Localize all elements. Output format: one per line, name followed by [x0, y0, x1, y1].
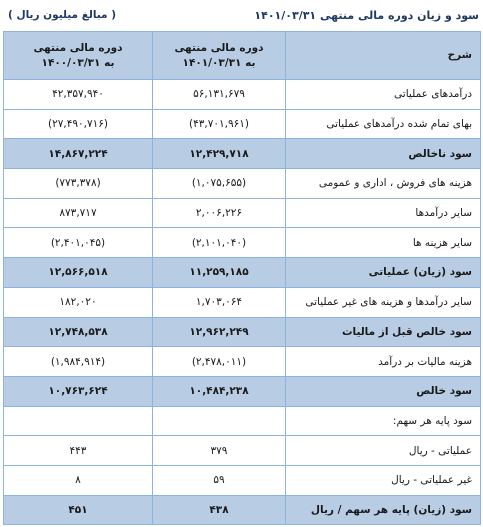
row-label: درآمدهای عملیاتی [286, 80, 481, 110]
row-value-previous: ۴۵۱ [4, 495, 153, 525]
page-title: سود و زیان دوره مالی منتهی ۱۴۰۱/۰۳/۳۱ [254, 9, 479, 22]
row-label: هزینه مالیات بر درآمد [286, 347, 481, 377]
table-row [4, 406, 481, 436]
row-label: سود (زیان) عملیاتی [286, 258, 481, 288]
row-value-current: ۱۱,۲۵۹,۱۸۵ [153, 258, 286, 288]
row-label: غیر عملیاتی - ریال [286, 465, 481, 495]
row-value-previous: ۴۴۳ [4, 436, 153, 466]
row-value-previous: ۸۷۳,۷۱۷ [4, 198, 153, 228]
row-value-previous: ۱۲,۵۶۶,۵۱۸ [4, 258, 153, 288]
table-row [4, 465, 481, 495]
table-row [4, 287, 481, 317]
column-header-current-line2: به ۱۴۰۱/۰۳/۳۱ [182, 56, 256, 69]
row-label: بهای تمام شده درآمدهای عملیاتی [286, 109, 481, 139]
table-row-subtotal [4, 139, 481, 169]
row-label: هزینه های فروش ، اداری و عمومی [286, 169, 481, 199]
column-header-current [153, 32, 286, 80]
row-value-previous [4, 406, 153, 436]
row-label: سود خالص قبل از مالیات [286, 317, 481, 347]
row-value-current: ۱۰,۴۸۴,۲۳۸ [153, 376, 286, 406]
title-bar [0, 0, 483, 32]
row-value-previous: ۱۸۲,۰۲۰ [4, 287, 153, 317]
row-label: سایر درآمدها [286, 198, 481, 228]
table-row [4, 169, 481, 199]
row-value-current: (۲,۱۰۱,۰۴۰) [153, 228, 286, 258]
row-value-current: (۲,۴۷۸,۰۱۱) [153, 347, 286, 377]
row-value-previous: ۸ [4, 465, 153, 495]
table-header-row [4, 32, 481, 80]
column-header-current-line1: دوره مالی منتهی [174, 41, 264, 54]
row-value-previous: ۴۲,۳۵۷,۹۴۰ [4, 80, 153, 110]
row-value-previous: ۱۲,۷۴۸,۵۳۸ [4, 317, 153, 347]
row-label: سایر درآمدها و هزینه های غیر عملیاتی [286, 287, 481, 317]
row-label: سود خالص [286, 376, 481, 406]
row-value-previous: (۲,۴۰۱,۰۴۵) [4, 228, 153, 258]
row-value-previous: (۲۷,۴۹۰,۷۱۶) [4, 109, 153, 139]
row-label: عملیاتی - ریال [286, 436, 481, 466]
row-value-previous: ۱۴,۸۶۷,۲۲۴ [4, 139, 153, 169]
row-value-current: ۴۳۸ [153, 495, 286, 525]
unit-note: ( مبالغ میلیون ریال ) [8, 9, 117, 21]
row-value-current: ۱,۷۰۳,۰۶۴ [153, 287, 286, 317]
table-row-subtotal [4, 495, 481, 525]
row-value-current [153, 406, 286, 436]
row-value-current: ۲,۰۰۶,۲۲۶ [153, 198, 286, 228]
column-header-previous [4, 32, 153, 80]
table-row [4, 198, 481, 228]
table-row [4, 228, 481, 258]
row-value-previous: (۱,۹۸۴,۹۱۴) [4, 347, 153, 377]
table-row-subtotal [4, 317, 481, 347]
table-row [4, 347, 481, 377]
table-row-subtotal [4, 258, 481, 288]
row-value-current: ۵۶,۱۳۱,۶۷۹ [153, 80, 286, 110]
column-header-previous-line2: به ۱۴۰۰/۰۳/۳۱ [41, 56, 115, 69]
row-value-current: (۴۳,۷۰۱,۹۶۱) [153, 109, 286, 139]
table-row [4, 109, 481, 139]
table-row-subtotal [4, 376, 481, 406]
row-label: سایر هزینه ها [286, 228, 481, 258]
row-value-current: ۵۹ [153, 465, 286, 495]
row-label: سود ناخالص [286, 139, 481, 169]
column-header-description: شرح [286, 32, 481, 80]
row-label: سود پایه هر سهم: [286, 406, 481, 436]
row-value-previous: ۱۰,۷۶۳,۶۲۴ [4, 376, 153, 406]
table-row [4, 80, 481, 110]
row-value-current: ۱۲,۹۶۲,۲۴۹ [153, 317, 286, 347]
row-label: سود (زیان) پایه هر سهم / ریال [286, 495, 481, 525]
row-value-current: ۳۷۹ [153, 436, 286, 466]
table-row [4, 436, 481, 466]
row-value-previous: (۷۷۳,۳۷۸) [4, 169, 153, 199]
column-header-previous-line1: دوره مالی منتهی [33, 41, 123, 54]
row-value-current: (۱,۰۷۵,۶۵۵) [153, 169, 286, 199]
income-statement-table [3, 31, 481, 525]
row-value-current: ۱۲,۴۲۹,۷۱۸ [153, 139, 286, 169]
